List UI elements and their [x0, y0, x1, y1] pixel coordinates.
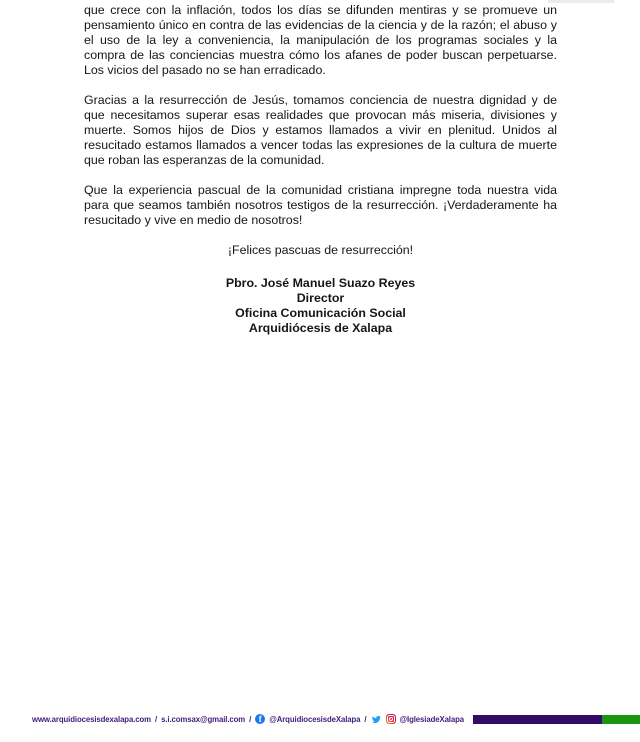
signature-block: [84, 276, 557, 336]
footer-separator: /: [364, 714, 367, 724]
document-body: [84, 3, 557, 336]
footer-bar: [0, 711, 640, 727]
footer-website: www.arquidiocesisdexalapa.com: [32, 714, 152, 724]
brand-color-bar: [473, 715, 640, 724]
body-paragraph: Gracias a la resurrección de Jesús, tomamos conciencia de nuestra dignidad y de que necesitamos superar esas realidades que provocan más miseria, divisiones y muerte. Somos hijos de Dios y estamos llamados a vivir en plenitud. Unidos al resucitado estamos llamados a vencer todas las expresiones de la cultura de muerte que roban las esperanzas de la comunidad.: [84, 93, 557, 167]
facebook-icon: f: [255, 714, 265, 724]
footer-separator: /: [249, 714, 252, 724]
footer-twitter-instagram-handle: @IglesiadeXalapa: [399, 714, 465, 724]
signature-role: Director: [296, 291, 345, 305]
footer-facebook-handle: @ArquidiocesisdeXalapa: [269, 714, 361, 724]
instagram-icon: [386, 714, 396, 724]
brand-bar-purple-segment: [473, 715, 602, 724]
body-paragraph: Que la experiencia pascual de la comunidad cristiana impregne toda nuestra vida para que seamos también nosotros testigos de la resurrección. ¡Verdaderamente ha resucitado y vive en medio de nosotros!: [84, 183, 557, 227]
signature-organization: Arquidiócesis de Xalapa: [248, 321, 393, 335]
easter-greeting: ¡Felices pascuas de resurrección!: [227, 243, 414, 257]
signature-name: Pbro. José Manuel Suazo Reyes: [225, 276, 416, 290]
signature-office: Oficina Comunicación Social: [235, 306, 406, 320]
scan-artifact: [548, 0, 614, 3]
body-paragraph: que crece con la inflación, todos los días se difunden mentiras y se promueve un pensamiento único en contra de las evidencias de la ciencia y de la razón; el abuso y el uso de la ley a conveniencia, la manipulación de los programas sociales y la compra de las conciencias muestra cómo los afanes de poder buscan perpetuarse. Los vicios del pasado no se han erradicado.: [84, 3, 557, 77]
footer-separator: /: [155, 714, 158, 724]
twitter-icon: [371, 715, 382, 724]
footer-email: s.i.comsax@gmail.com: [161, 714, 246, 724]
brand-bar-green-segment: [602, 715, 640, 724]
